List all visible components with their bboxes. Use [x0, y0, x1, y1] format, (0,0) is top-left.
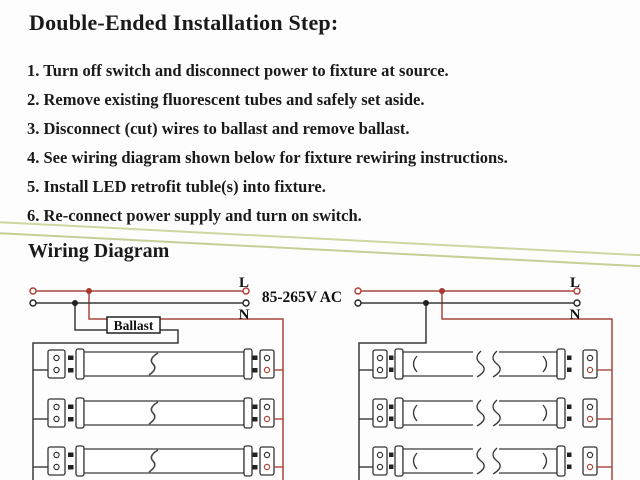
wiring-diagram-heading: Wiring Diagram — [28, 240, 170, 262]
step-item-2: 2. Remove existing fluorescent tubes and safely set aside. — [27, 90, 425, 109]
right-fixture-diagram — [355, 275, 612, 480]
neutral-terminal-right — [574, 300, 580, 306]
installation-steps-list — [27, 56, 627, 230]
tube-row — [33, 349, 283, 379]
page-title: Double-Ended Installation Step: — [29, 10, 339, 35]
live-label: L — [569, 275, 581, 291]
tube-row — [33, 398, 283, 428]
live-label: L — [238, 275, 250, 291]
tube-row — [359, 349, 612, 379]
step-item-3: 3. Disconnect (cut) wires to ballast and remove ballast. — [27, 119, 410, 138]
neutral-junction-dot — [72, 300, 78, 306]
ballast-label: Ballast — [113, 318, 154, 333]
step-item-4: 4. See wiring diagram shown below for fixture rewiring instructions. — [27, 148, 508, 167]
voltage-label: 85-265V AC — [261, 289, 343, 306]
tube-row — [359, 398, 612, 428]
left-fixture-diagram — [30, 275, 283, 480]
live-junction-dot — [86, 288, 92, 294]
live-terminal-left — [30, 288, 36, 294]
neutral-terminal-left — [355, 300, 361, 306]
tube-row — [33, 446, 283, 476]
tube-row — [359, 446, 612, 476]
neutral-junction-dot — [423, 300, 429, 306]
live-junction-dot — [439, 288, 445, 294]
neutral-terminal-right — [243, 300, 249, 306]
wiring-diagram — [0, 270, 640, 480]
step-item-6: 6. Re-connect power supply and turn on switch. — [27, 206, 362, 225]
step-item-1: 1. Turn off switch and disconnect power to fixture at source. — [27, 61, 449, 80]
neutral-label: N — [569, 307, 581, 323]
neutral-label: N — [238, 307, 250, 323]
neutral-terminal-left — [30, 300, 36, 306]
step-item-5: 5. Install LED retrofit tuble(s) into fixture. — [27, 177, 326, 196]
neutral-to-ballast-wire — [75, 303, 107, 330]
live-terminal-left — [355, 288, 361, 294]
